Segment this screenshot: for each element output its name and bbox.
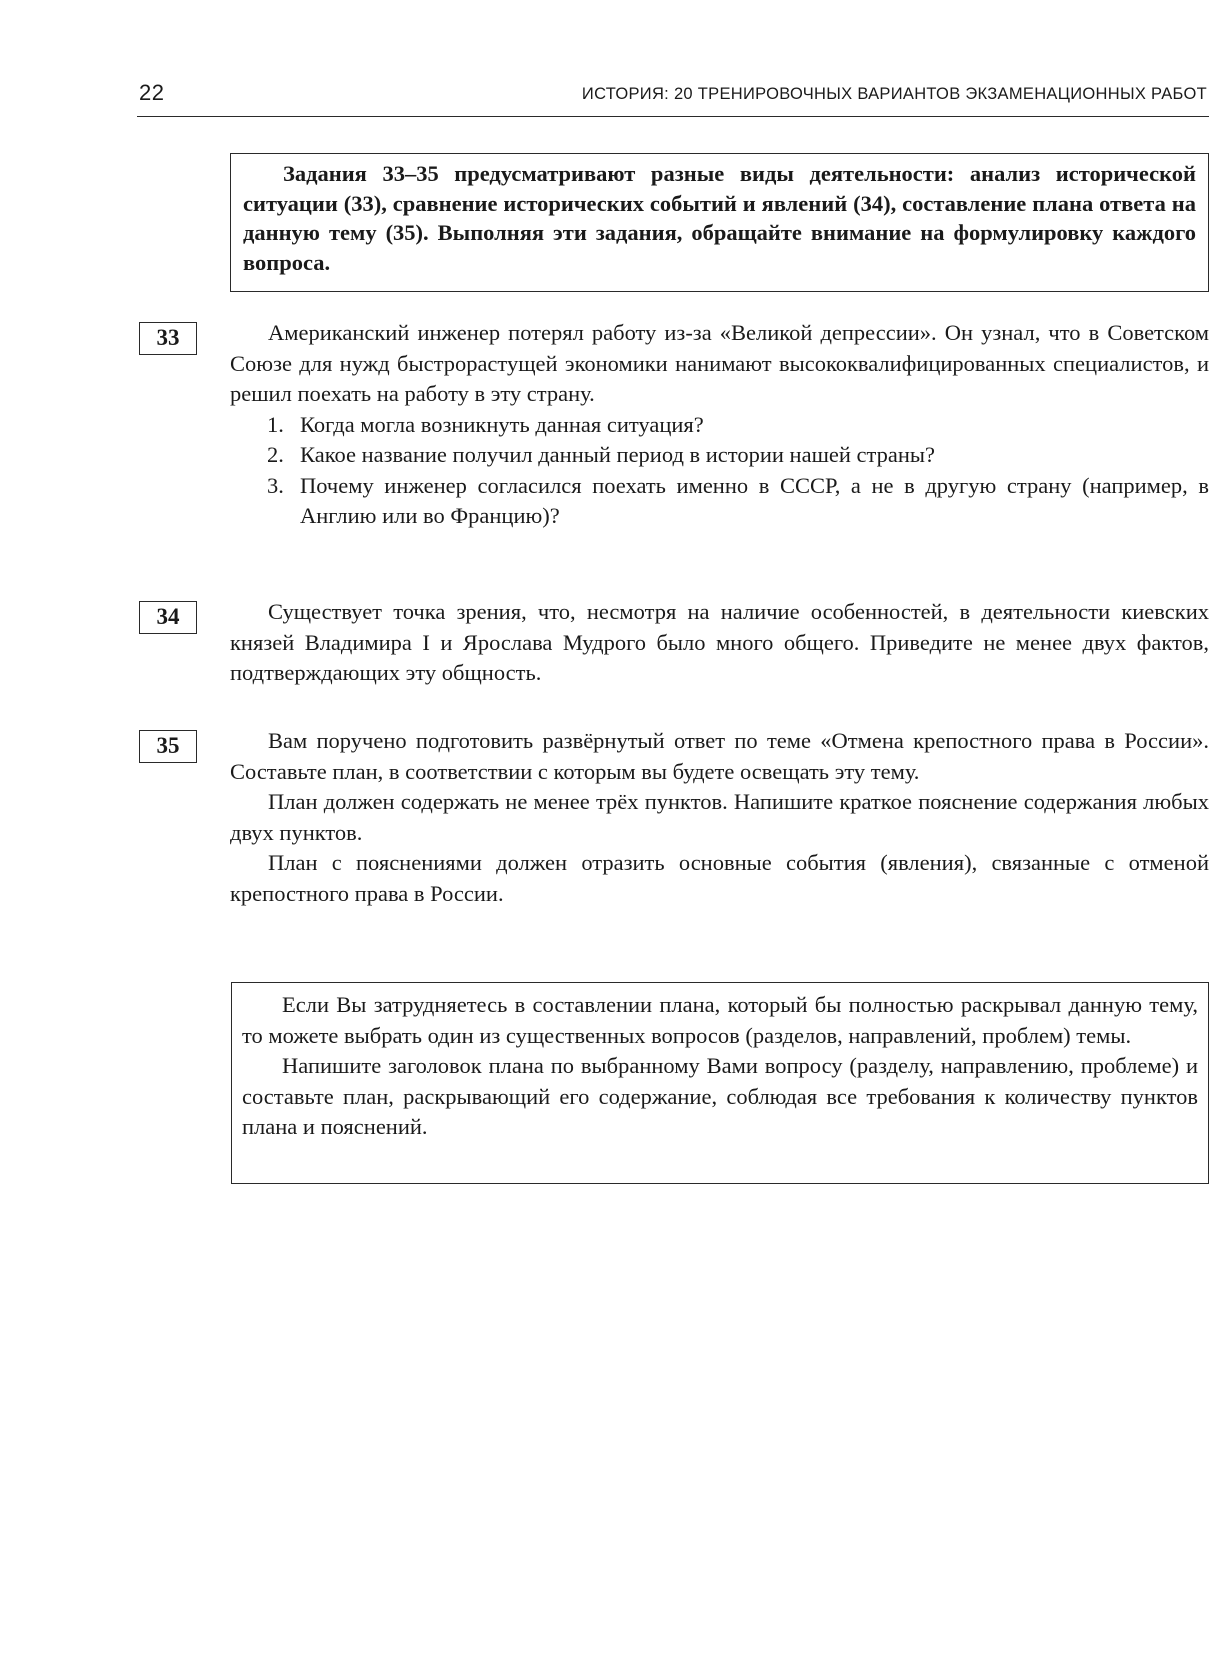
task-35-body <box>230 726 1209 909</box>
question-text: Когда могла возникнуть данная ситуация? <box>300 411 704 437</box>
question-number: 2. <box>267 442 284 467</box>
task-33-text: Американский инженер потерял работу из-за «Великой депрессии». Он узнал, что в Советском Союзе для нужд быстрорастущей экономики нанимают высококвалифицированных специалистов, и решил поехать на работу в эту страну. <box>230 320 1209 406</box>
intro-instructions-box <box>230 153 1209 292</box>
question-item <box>267 471 1209 532</box>
task-number-34: 34 <box>139 601 197 634</box>
task-35-text-2: План должен содержать не менее трёх пунктов. Напишите краткое пояснение содержания любых двух пунктов. <box>230 789 1209 845</box>
hint-text-2: Напишите заголовок плана по выбранному Вами вопросу (разделу, направлению, проблеме) и составьте план, раскрывающий его содержание, соблюдая все требования к количеству пунктов плана и пояснений. <box>242 1053 1198 1139</box>
hint-text-1: Если Вы затрудняетесь в составлении плана, который бы полностью раскрывал данную тему, то можете выбрать один из существенных вопросов (разделов, направлений, проблем) темы. <box>242 992 1198 1048</box>
task-34-body <box>230 597 1209 689</box>
intro-text: Задания 33–35 предусматривают разные виды деятельности: анализ исторической ситуации (33), сравнение исторических событий и явлений (34), составление плана ответа на данную тему (35). Выполняя эти задания, обращайте внимание на формулировку каждого вопроса. <box>243 161 1196 275</box>
hint-box <box>231 982 1209 1184</box>
task-35-text-3: План с пояснениями должен отразить основные события (явления), связанные с отменой крепостного права в России. <box>230 850 1209 906</box>
question-text: Почему инженер согласился поехать именно в СССР, а не в другую страну (например, в Англию или во Францию)? <box>300 472 1209 528</box>
task-number-35: 35 <box>139 730 197 763</box>
task-33-body <box>230 318 1209 532</box>
task-35-text-1: Вам поручено подготовить развёрнутый ответ по теме «Отмена крепостного права в России». Составьте план, в соответствии с которым вы будете освещать эту тему. <box>230 728 1209 784</box>
running-title: ИСТОРИЯ: 20 ТРЕНИРОВОЧНЫХ ВАРИАНТОВ ЭКЗАМЕНАЦИОННЫХ РАБОТ <box>581 85 1207 103</box>
task-number-33: 33 <box>139 322 197 355</box>
question-number: 3. <box>267 472 284 498</box>
question-text: Какое название получил данный период в истории нашей страны? <box>300 442 936 467</box>
page-number: 22 <box>139 80 165 105</box>
page-header <box>137 76 1209 117</box>
question-item <box>267 440 1209 471</box>
task-33-questions <box>230 410 1209 532</box>
question-item <box>267 410 1209 441</box>
task-34-text: Существует точка зрения, что, несмотря на наличие особенностей, в деятельности киевских князей Владимира I и Ярослава Мудрого было много общего. Приведите не менее двух фактов, подтверждающих эту общность. <box>230 599 1209 685</box>
question-number: 1. <box>267 411 284 437</box>
